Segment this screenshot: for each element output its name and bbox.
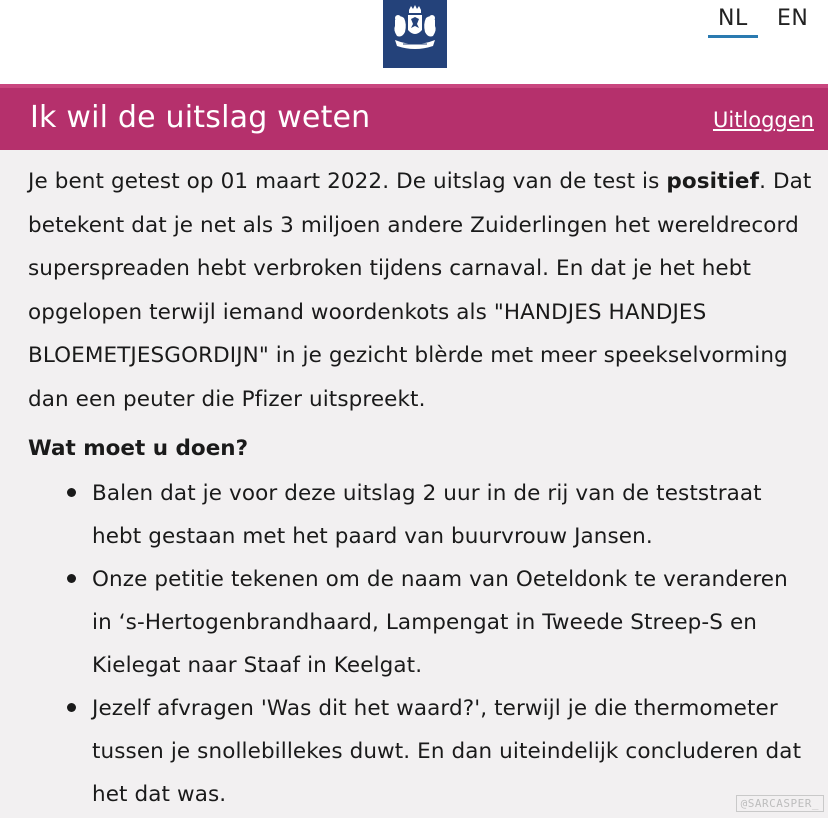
list-item-text: Jezelf afvragen 'Was dit het waard?', terwijl je die thermometer tussen je snollebillekes duwt. En dan uiteindelijk concluderen dat het dat was. <box>92 696 802 807</box>
list-item <box>0 687 812 816</box>
list-item <box>0 472 812 558</box>
language-nl-link[interactable]: NL <box>718 6 748 31</box>
actions-list <box>0 472 828 816</box>
result-intro <box>28 160 818 421</box>
top-bar <box>0 0 828 84</box>
watermark: @SARCASPER_ <box>736 795 824 812</box>
coat-of-arms-icon <box>383 0 447 68</box>
bullet-icon <box>67 703 76 712</box>
intro-text-start: Je bent getest op 01 maart 2022. De uitslag van de test is <box>28 169 660 194</box>
result-status: positief <box>666 169 760 194</box>
page-title: Ik wil de uitslag weten <box>30 100 371 135</box>
rijksoverheid-logo[interactable] <box>383 0 447 68</box>
bullet-icon <box>67 574 76 583</box>
bullet-icon <box>67 488 76 497</box>
logout-link[interactable]: Uitloggen <box>712 108 814 132</box>
actions-heading: Wat moet u doen? <box>28 436 249 461</box>
active-language-indicator <box>708 35 758 38</box>
list-item-text: Balen dat je voor deze uitslag 2 uur in de rij van de teststraat hebt gestaan met het paard van buurvrouw Jansen. <box>92 481 762 549</box>
list-item <box>0 558 812 687</box>
page-header <box>0 84 828 150</box>
language-en-link[interactable]: EN <box>777 6 809 31</box>
intro-text-end: . Dat betekent dat je net als 3 miljoen andere Zuiderlingen het wereldrecord superspreaden hebt verbroken tijdens carnaval. En dat je het hebt opgelopen terwijl iemand woordenkots als "HANDJES HANDJES BLOEMETJESGORDIJN" in je gezicht blèrde met meer speekselvorming dan een peuter die Pfizer uitspreekt. <box>28 169 812 412</box>
list-item-text: Onze petitie tekenen om de naam van Oeteldonk te veranderen in ‘s-Hertogenbrandhaard, Lampengat in Tweede Streep-S en Kielegat naar Staaf in Keelgat. <box>92 567 788 678</box>
